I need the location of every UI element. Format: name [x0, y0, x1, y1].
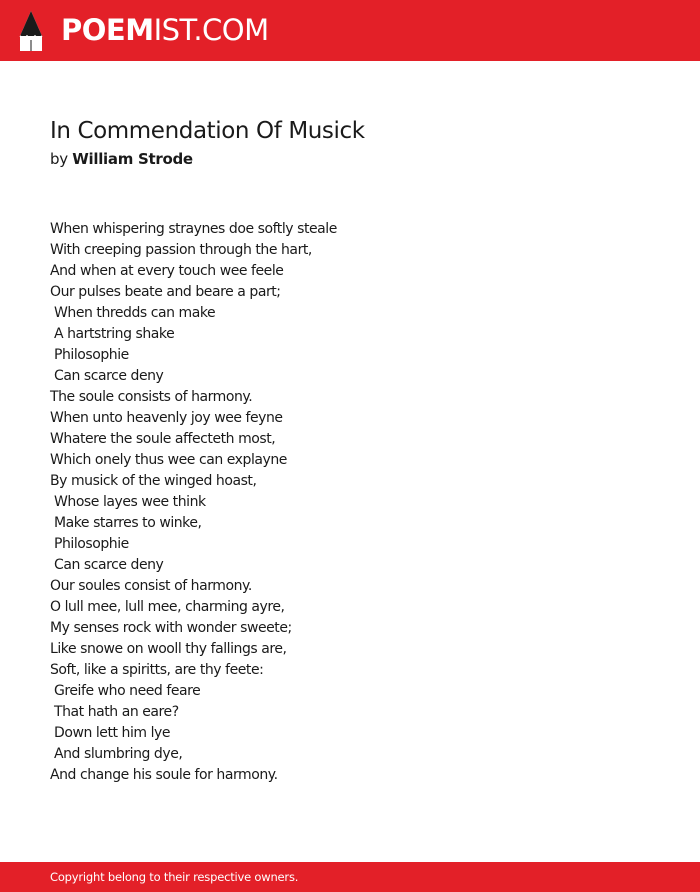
poem-line: Which onely thus wee can explayne [50, 452, 287, 468]
poem-line: Make starres to winke, [50, 515, 202, 531]
poem-line: That hath an eare? [50, 704, 179, 720]
copyright-notice: Copyright belong to their respective owners. [50, 870, 299, 884]
poem-line: And slumbring dye, [50, 746, 183, 762]
poem-line: When unto heavenly joy wee feyne [50, 410, 283, 426]
poem-line: Can scarce deny [50, 557, 164, 573]
poem-line: With creeping passion through the hart, [50, 242, 312, 258]
poem-line: Greife who need feare [50, 683, 201, 699]
poem-line: Like snowe on wooll thy fallings are, [50, 641, 287, 657]
logo-text-bold: POEM [61, 13, 154, 47]
poem-line: Whose layes wee think [50, 494, 206, 510]
poem-line: And change his soule for harmony. [50, 767, 278, 783]
poem-line: Soft, like a spiritts, are thy feete: [50, 662, 264, 678]
poem-line: Philosophie [50, 347, 129, 363]
pencil-tip-icon[interactable] [18, 10, 44, 52]
poem-line: Our pulses beate and beare a part; [50, 284, 281, 300]
poem-line: Whatere the soule affecteth most, [50, 431, 276, 447]
poem-line: Down lett him lye [50, 725, 171, 741]
poem-body [50, 219, 650, 786]
site-header [0, 0, 700, 61]
poem-line: A hartstring shake [50, 326, 175, 342]
site-logo[interactable] [61, 12, 269, 48]
poem-author: William Strode [72, 150, 193, 168]
poem-byline [50, 149, 193, 169]
poem-line: Philosophie [50, 536, 129, 552]
logo-text-light: IST.COM [153, 13, 269, 47]
poem-line: When thredds can make [50, 305, 216, 321]
poem-line: Can scarce deny [50, 368, 164, 384]
poem-title: In Commendation Of Musick [50, 118, 365, 144]
poem-line: My senses rock with wonder sweete; [50, 620, 292, 636]
site-footer [0, 862, 700, 892]
poem-line: The soule consists of harmony. [50, 389, 253, 405]
by-label: by [50, 150, 68, 168]
poem-line: Our soules consist of harmony. [50, 578, 252, 594]
poem-line: O lull mee, lull mee, charming ayre, [50, 599, 285, 615]
poem-line: When whispering straynes doe softly steale [50, 221, 337, 237]
poem-line: By musick of the winged hoast, [50, 473, 257, 489]
poem-line: And when at every touch wee feele [50, 263, 284, 279]
